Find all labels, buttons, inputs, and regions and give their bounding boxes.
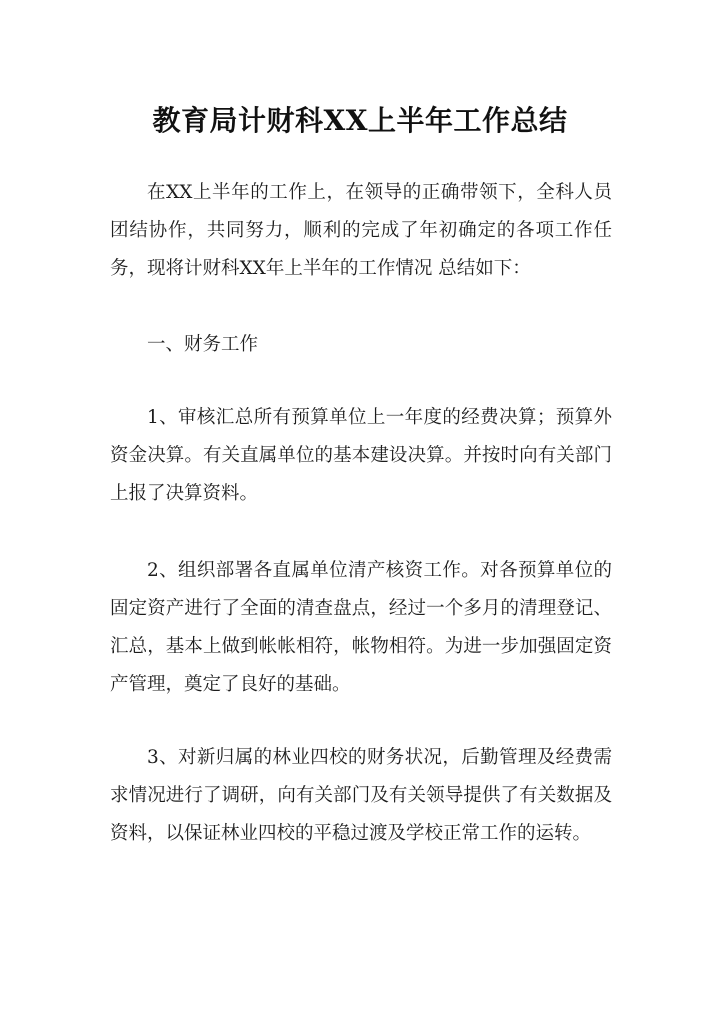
- section-item-paragraph: 2、组织部署各直属单位清产核资工作。对各预算单位的固定资产进行了全面的清查盘点，经过一个多月的清理登记、汇总，基本上做到帐帐相符，帐物相符。为进一步加强固定资产管理，奠定了良好的基础。: [110, 560, 612, 695]
- section-item-paragraph: 1、审核汇总所有预算单位上一年度的经费决算；预算外资金决算。有关直属单位的基本建设决算。并按时向有关部门上报了决算资料。: [110, 407, 612, 504]
- document-title: 教育局计财科XX上半年工作总结: [152, 103, 568, 137]
- section-heading: 一、财务工作: [147, 334, 259, 355]
- section-item-paragraph: 3、对新归属的林业四校的财务状况，后勤管理及经费需求情况进行了调研，向有关部门及有关领导提供了有关数据及资料，以保证林业四校的平稳过渡及学校正常工作的运转。: [110, 747, 612, 844]
- intro-paragraph: 在XX上半年的工作上，在领导的正确带领下，全科人员团结协作，共同努力，顺利的完成了年初确定的各项工作任务，现将计财科XX年上半年的工作情况 总结如下：: [110, 182, 612, 279]
